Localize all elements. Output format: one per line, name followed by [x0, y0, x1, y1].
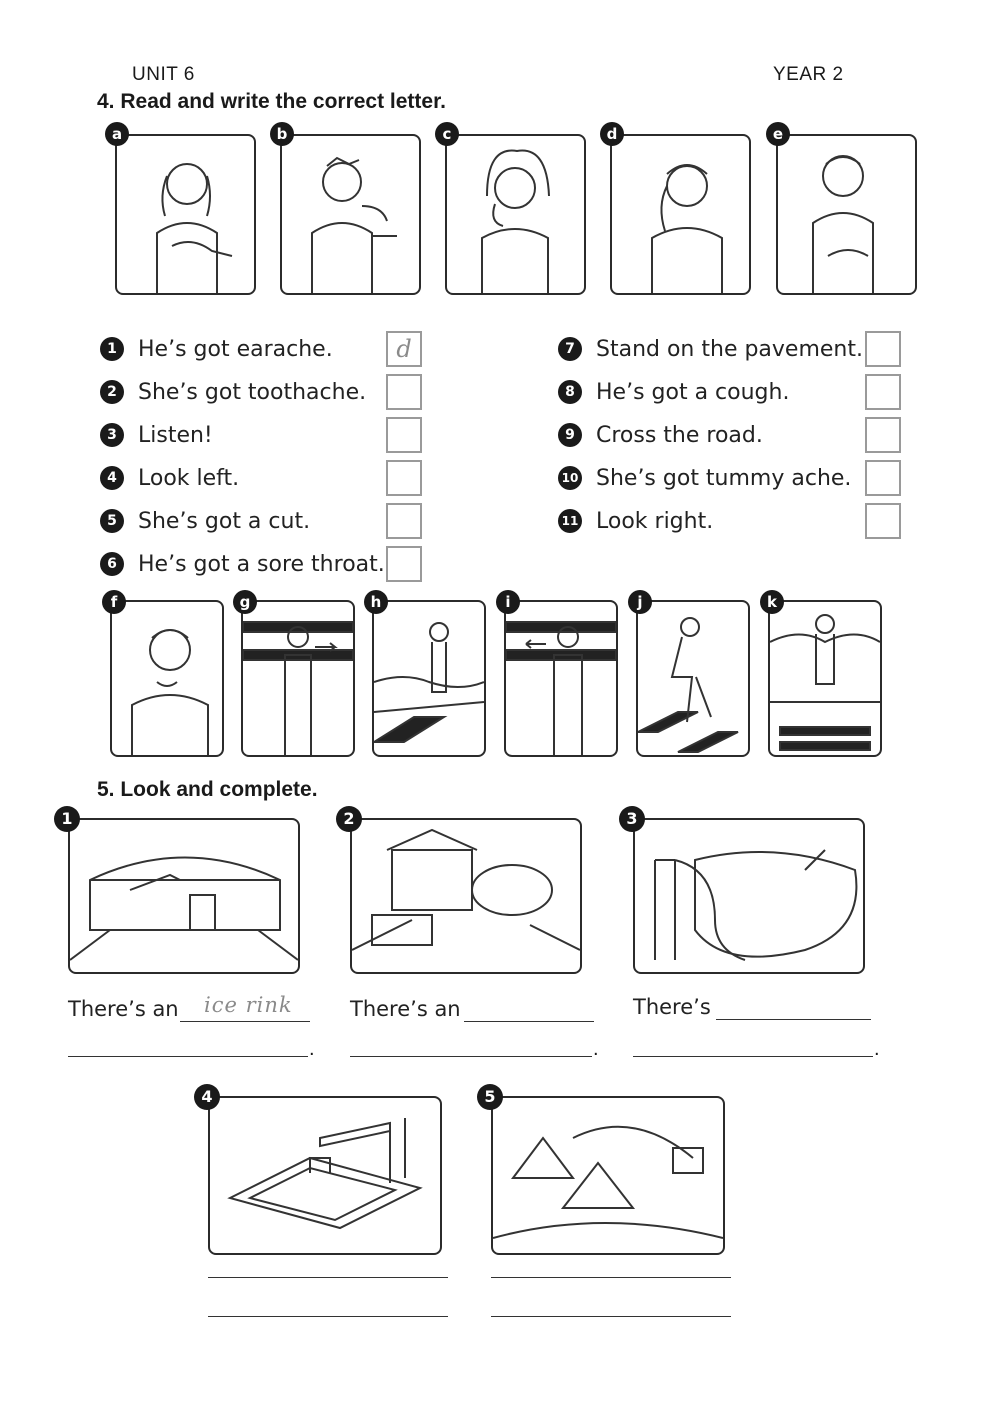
- sentence-text: She’s got toothache.: [138, 379, 367, 405]
- prompt-3-line-2[interactable]: [633, 1056, 873, 1057]
- sentence-text: Look left.: [138, 465, 240, 491]
- sentence-text: Stand on the pavement.: [596, 336, 863, 362]
- prompt-4-line-2[interactable]: [208, 1316, 448, 1317]
- answer-box-2[interactable]: [386, 374, 422, 410]
- picture-j: [636, 600, 750, 757]
- prompt-2-text: There’s an: [350, 997, 461, 1021]
- sentence-text: He’s got earache.: [138, 336, 333, 362]
- badge-f: f: [102, 590, 126, 614]
- sentence-text: Cross the road.: [596, 422, 763, 448]
- sentence-number: 8: [558, 380, 582, 404]
- sentence-11: [558, 503, 713, 539]
- prompt-3-blank[interactable]: [716, 1019, 871, 1020]
- answer-box-11[interactable]: [865, 503, 901, 539]
- badge-5-1: 1: [54, 806, 80, 832]
- year-label: YEAR 2: [773, 64, 844, 85]
- sentence-9: [558, 417, 763, 453]
- prompt-1-text: There’s an: [68, 997, 179, 1021]
- picture-k: [768, 600, 882, 757]
- sentence-7: [558, 331, 863, 367]
- sentence-number: 1: [100, 337, 124, 361]
- sentence-text: She’s got a cut.: [138, 508, 311, 534]
- prompt-5-line-2[interactable]: [491, 1316, 731, 1317]
- prompt-3-text: There’s: [633, 995, 711, 1019]
- badge-d: d: [600, 122, 624, 146]
- exercise-4-heading: 4. Read and write the correct letter.: [97, 90, 446, 113]
- prompt-2-blank[interactable]: [464, 1021, 594, 1022]
- sentence-number: 6: [100, 552, 124, 576]
- badge-5-2: 2: [336, 806, 362, 832]
- picture-f: [110, 600, 224, 757]
- sentence-text: Look right.: [596, 508, 714, 534]
- picture-b: [280, 134, 421, 295]
- prompt-2-line-2[interactable]: [350, 1056, 592, 1057]
- exercise-5-heading: 5. Look and complete.: [97, 778, 318, 801]
- answer-box-1[interactable]: d: [386, 331, 422, 367]
- sentence-4: [100, 460, 239, 496]
- sentence-text: Listen!: [138, 422, 213, 448]
- picture-5-2: [350, 818, 582, 974]
- badge-c: c: [435, 122, 459, 146]
- picture-5-1: [68, 818, 300, 974]
- badge-h: h: [364, 590, 388, 614]
- sentence-3: [100, 417, 213, 453]
- answer-box-7[interactable]: [865, 331, 901, 367]
- badge-k: k: [760, 590, 784, 614]
- badge-i: i: [496, 590, 520, 614]
- badge-j: j: [628, 590, 652, 614]
- unit-label: UNIT 6: [132, 64, 195, 85]
- answer-box-6[interactable]: [386, 546, 422, 582]
- prompt-4-line-1[interactable]: [208, 1277, 448, 1278]
- answer-box-4[interactable]: [386, 460, 422, 496]
- badge-g: g: [233, 590, 257, 614]
- sentence-2: [100, 374, 366, 410]
- answer-box-3[interactable]: [386, 417, 422, 453]
- badge-a: a: [105, 122, 129, 146]
- sentence-number: 7: [558, 337, 582, 361]
- badge-5-5: 5: [477, 1084, 503, 1110]
- picture-5-5: [491, 1096, 725, 1255]
- badge-5-4: 4: [194, 1084, 220, 1110]
- picture-d: [610, 134, 751, 295]
- prompt-2-end: .: [593, 1038, 599, 1060]
- prompt-3-end: .: [874, 1038, 880, 1060]
- prompt-1-end: .: [309, 1038, 315, 1060]
- sentence-text: She’s got tummy ache.: [596, 465, 852, 491]
- sentence-number: 4: [100, 466, 124, 490]
- picture-g: [241, 600, 355, 757]
- sentence-number: 2: [100, 380, 124, 404]
- badge-e: e: [766, 122, 790, 146]
- answer-box-8[interactable]: [865, 374, 901, 410]
- sentence-8: [558, 374, 789, 410]
- prompt-1-blank[interactable]: [180, 1021, 310, 1022]
- sentence-number: 10: [558, 466, 582, 490]
- answer-box-10[interactable]: [865, 460, 901, 496]
- sentence-number: 9: [558, 423, 582, 447]
- picture-5-3: [633, 818, 865, 974]
- sentence-5: [100, 503, 310, 539]
- prompt-1-answer: ice rink: [204, 993, 293, 1017]
- picture-c: [445, 134, 586, 295]
- prompt-5-line-1[interactable]: [491, 1277, 731, 1278]
- sentence-number: 11: [558, 509, 582, 533]
- sentence-text: He’s got a cough.: [596, 379, 790, 405]
- sentence-number: 5: [100, 509, 124, 533]
- picture-h: [372, 600, 486, 757]
- sentence-6: [100, 546, 385, 582]
- picture-i: [504, 600, 618, 757]
- answer-box-5[interactable]: [386, 503, 422, 539]
- sentence-number: 3: [100, 423, 124, 447]
- answer-box-9[interactable]: [865, 417, 901, 453]
- prompt-1-line-2[interactable]: [68, 1056, 308, 1057]
- badge-5-3: 3: [619, 806, 645, 832]
- sentence-1: [100, 331, 333, 367]
- sentence-10: [558, 460, 851, 496]
- sentence-text: He’s got a sore throat.: [138, 551, 385, 577]
- badge-b: b: [270, 122, 294, 146]
- picture-a: [115, 134, 256, 295]
- picture-e: [776, 134, 917, 295]
- picture-5-4: [208, 1096, 442, 1255]
